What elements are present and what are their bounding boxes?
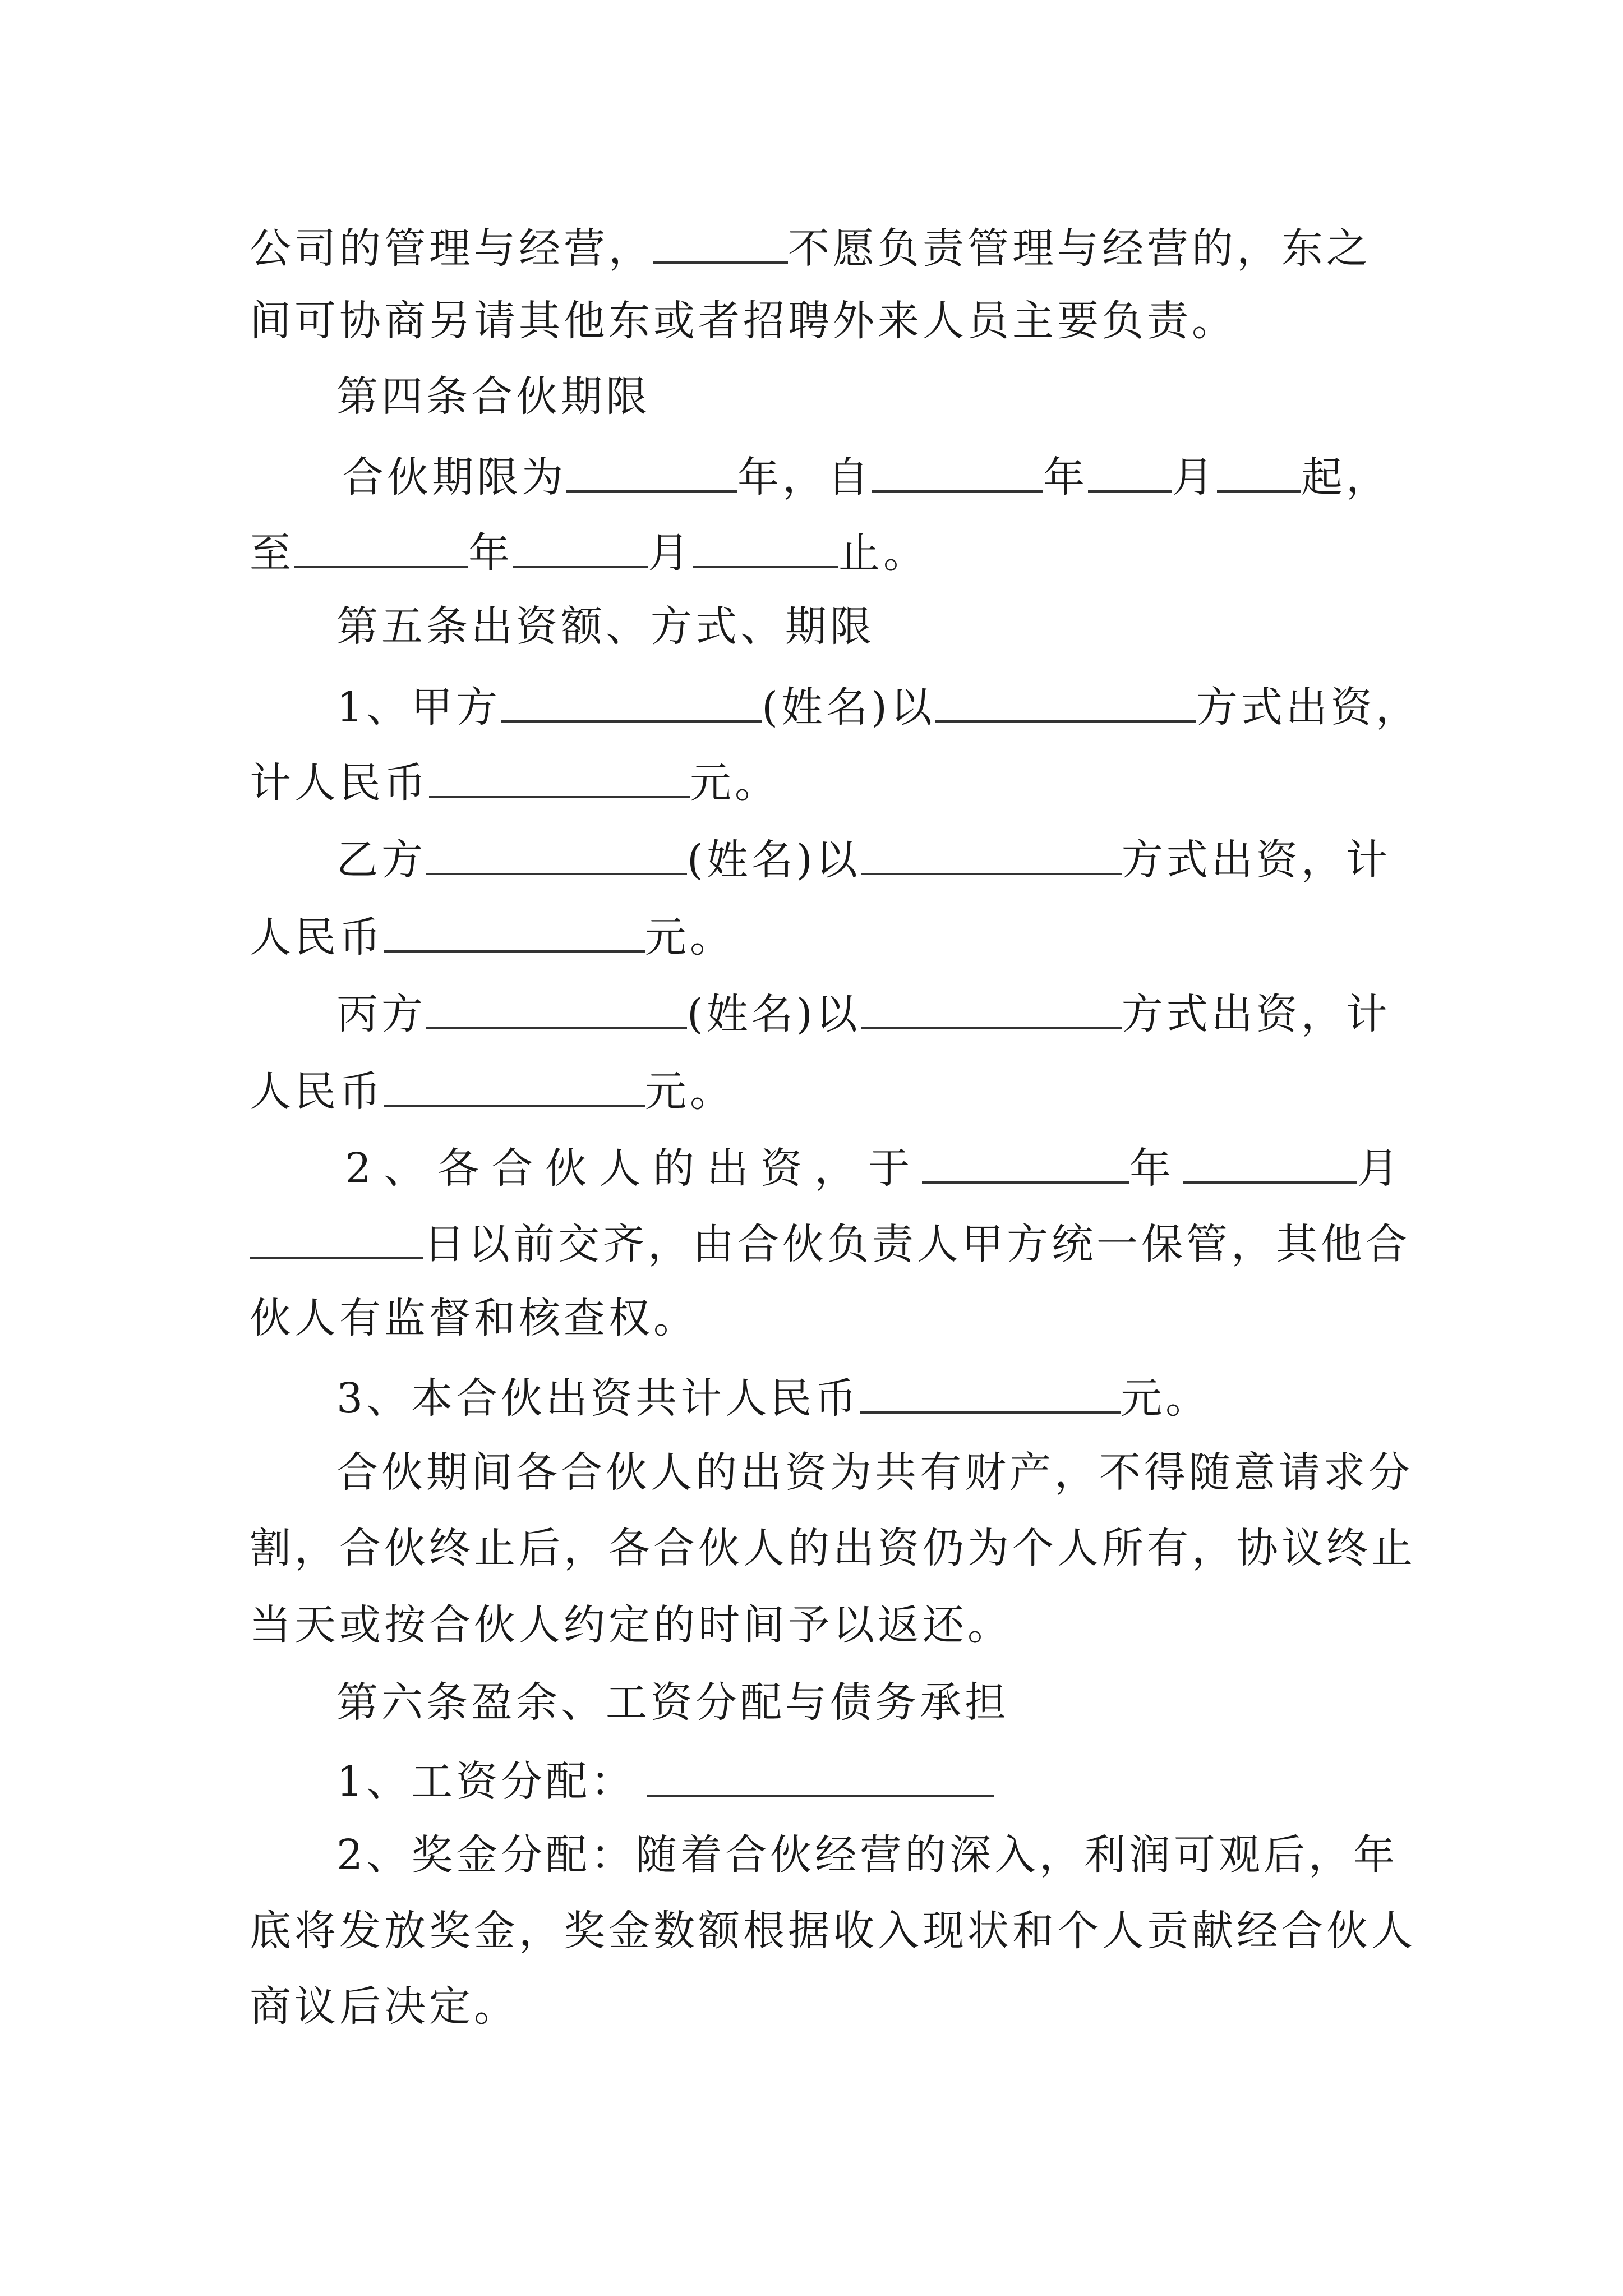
blank-field[interactable] [1217, 453, 1301, 493]
blank-field[interactable] [384, 1068, 645, 1107]
section-heading: 第四条合伙期限 [336, 372, 651, 421]
text-line: 至 年 月 止。 [250, 529, 928, 577]
blank-field[interactable] [294, 529, 468, 568]
text-line: 公司的管理与经营， 不愿负责管理与经营的，东之 [250, 224, 1371, 273]
text-line: 2、奖金分配：随着合伙经营的深入，利润可观后，年 [336, 1831, 1399, 1879]
text-line: 人民币 元。 [250, 1068, 735, 1116]
text-line: 1、工资分配： [336, 1757, 994, 1802]
blank-field[interactable] [384, 913, 645, 953]
text-line: 乙方 (姓名)以 方式出资，计 [336, 836, 1391, 884]
text-line: 商议后决定。 [250, 1982, 519, 2031]
blank-field[interactable] [501, 683, 762, 723]
blank-field[interactable] [426, 836, 687, 875]
blank-field[interactable] [1088, 453, 1172, 493]
section-heading: 第五条出资额、方式、期限 [336, 602, 875, 651]
blank-field[interactable] [653, 224, 788, 264]
text-line: 底将发放奖金，奖金数额根据收入现状和个人贡献经合伙人 [250, 1907, 1416, 1955]
text-line: 3、本合伙出资共计人民币 元。 [336, 1374, 1211, 1423]
blank-field[interactable] [250, 1220, 423, 1259]
text-line: 间可协商另请其他东或者招聘外来人员主要负责。 [250, 297, 1237, 345]
text-line: 当天或按合伙人约定的时间予以返还。 [250, 1601, 1012, 1649]
text-line: 伙人有监督和核查权。 [250, 1294, 698, 1342]
text-line: 割，合伙终止后，各合伙人的出资仍为个人所有，协议终止 [250, 1524, 1416, 1572]
text-line: 1、甲方 (姓名)以 方式出资， [336, 683, 1421, 731]
text-line: 合伙期限为 年，自 年 月 起， [342, 453, 1391, 501]
blank-field[interactable] [861, 836, 1122, 875]
text-line: 日以前交齐，由合伙负责人甲方统一保管，其他合 [250, 1220, 1410, 1265]
blank-field[interactable] [693, 529, 838, 568]
blank-field[interactable] [513, 529, 648, 568]
text-line: 2、各合伙人的出资，于 年 月 [345, 1144, 1412, 1193]
blank-field[interactable] [647, 1757, 994, 1797]
text-line: 丙方 (姓名)以 方式出资，计 [336, 990, 1391, 1038]
blank-field[interactable] [1183, 1144, 1357, 1184]
blank-field[interactable] [935, 683, 1196, 723]
text-line: 人民币 元。 [250, 913, 735, 961]
section-heading: 第六条盈余、工资分配与债务承担 [336, 1678, 1009, 1727]
blank-field[interactable] [426, 990, 687, 1029]
blank-field[interactable] [861, 990, 1122, 1029]
blank-field[interactable] [566, 453, 737, 493]
blank-field[interactable] [872, 453, 1043, 493]
blank-field[interactable] [860, 1374, 1121, 1414]
text-line: 合伙期间各合伙人的出资为共有财产，不得随意请求分 [336, 1448, 1413, 1497]
blank-field[interactable] [429, 759, 690, 798]
blank-field[interactable] [922, 1144, 1129, 1184]
text-line: 计人民币 元。 [250, 759, 780, 807]
